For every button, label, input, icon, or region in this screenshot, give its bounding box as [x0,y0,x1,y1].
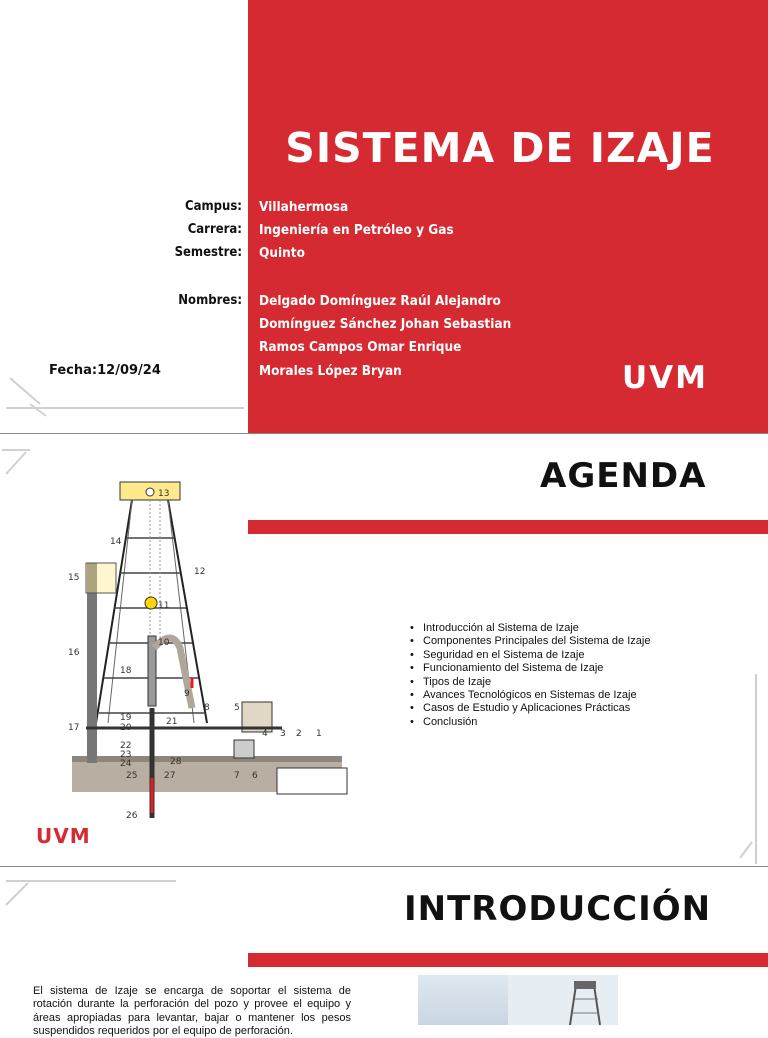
list-item: • Seguridad en el Sistema de Izaje [410,649,650,662]
svg-text:12: 12 [194,567,206,577]
svg-text:9: 9 [184,689,190,699]
campus-label: Campus: [184,199,242,214]
svg-text:6: 6 [252,771,258,781]
drilling-rig-diagram [62,478,352,823]
slide-intro [0,866,768,1037]
uvm-logo-red: UVM [36,824,91,848]
fecha-text: Fecha:12/09/24 [49,363,161,378]
svg-text:27: 27 [164,771,176,781]
decorative-lines [690,674,768,866]
list-item: • Introducción al Sistema de Izaje [410,622,650,635]
svg-text:11: 11 [158,601,170,611]
campus-value: Villahermosa [259,199,349,215]
intro-red-bar [248,953,768,967]
agenda-title: AGENDA [540,456,707,496]
carrera-value: Ingeniería en Petróleo y Gas [259,222,454,238]
svg-text:22: 22 [120,741,132,751]
decorative-lines [0,370,248,433]
svg-text:16: 16 [68,648,80,658]
carrera-label: Carrera: [187,222,242,237]
list-item: • Avances Tecnológicos en Sistemas de Izaje [410,689,650,702]
svg-text:18: 18 [120,666,132,676]
decorative-lines [0,434,60,484]
nombres-label: Nombres: [178,293,242,308]
list-item: • Funcionamiento del Sistema de Izaje [410,662,650,675]
svg-text:26: 26 [126,811,138,821]
semestre-label: Semestre: [174,245,242,260]
slide-agenda [0,433,768,866]
name-4: Morales López Bryan [259,363,402,379]
slide-cover [0,0,768,433]
decorative-lines [0,867,200,917]
svg-text:19: 19 [120,713,132,723]
svg-text:28: 28 [170,757,182,767]
agenda-list [410,622,650,729]
svg-text:21: 21 [166,717,178,727]
svg-text:8: 8 [204,703,210,713]
svg-text:10: 10 [158,638,170,648]
intro-title: INTRODUCCIÓN [404,889,712,929]
svg-text:1: 1 [316,729,322,739]
svg-text:3: 3 [280,729,286,739]
list-item: • Conclusión [410,716,650,729]
svg-text:25: 25 [126,771,138,781]
rig-tower-icon [418,975,618,1025]
svg-text:5: 5 [234,703,240,713]
drilling-rig-photo [418,975,618,1025]
name-3: Ramos Campos Omar Enrique [259,339,462,355]
semestre-value: Quinto [259,245,305,261]
svg-text:24: 24 [120,759,132,769]
intro-paragraph: El sistema de Izaje se encarga de soportar el sistema de rotación durante la perforación del pozo y provee el equipo y áreas apropiadas para levantar, bajar o mantener los pesos suspendidos requeridos por el equipo de perforación. [33,985,351,1037]
list-item: • Componentes Principales del Sistema de Izaje [410,635,650,648]
svg-text:14: 14 [110,537,122,547]
svg-text:4: 4 [262,729,268,739]
svg-text:2: 2 [296,729,302,739]
svg-text:7: 7 [234,771,240,781]
svg-text:17: 17 [68,723,80,733]
svg-text:23: 23 [120,750,132,760]
list-item: • Tipos de Izaje [410,676,650,689]
svg-text:20: 20 [120,723,132,733]
name-1: Delgado Domínguez Raúl Alejandro [259,293,501,309]
svg-text:13: 13 [158,489,170,499]
cover-title: SISTEMA DE IZAJE [285,124,715,172]
svg-text:15: 15 [68,573,80,583]
list-item: • Casos de Estudio y Aplicaciones Prácticas [410,702,650,715]
name-2: Domínguez Sánchez Johan Sebastian [259,316,512,332]
uvm-logo-white: UVM [622,360,709,396]
